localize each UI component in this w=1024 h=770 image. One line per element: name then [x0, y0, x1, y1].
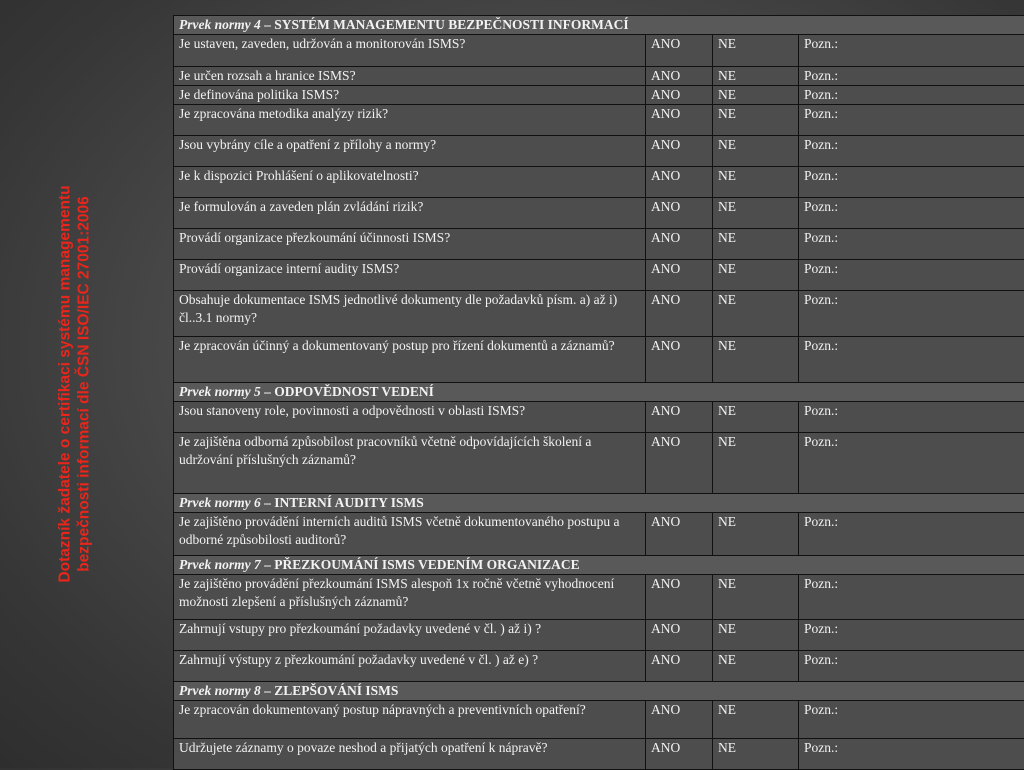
question-row [174, 575, 1024, 620]
question-text: Je definována politika ISMS? [174, 86, 646, 105]
question-text: Je ustaven, zaveden, udržován a monitorován ISMS? [174, 35, 646, 67]
question-row [174, 337, 1024, 383]
question-row [174, 86, 1024, 105]
question-row [174, 167, 1024, 198]
question-text: Udržujete záznamy o povaze neshod a přijatých opatření k nápravě? [174, 739, 646, 770]
answer-yes-option[interactable]: ANO [646, 167, 713, 198]
question-text: Je k dispozici Prohlášení o aplikovatelnosti? [174, 167, 646, 198]
answer-no-option[interactable]: NE [713, 620, 799, 651]
section-title: SYSTÉM MANAGEMENTU BEZPEČNOSTI INFORMACÍ [274, 17, 628, 32]
note-field[interactable]: Pozn.: [799, 651, 1024, 682]
question-text: Zahrnují vstupy pro přezkoumání požadavky uvedené v čl. ) až i) ? [174, 620, 646, 651]
answer-yes-option[interactable]: ANO [646, 701, 713, 739]
question-row [174, 291, 1024, 337]
question-row [174, 136, 1024, 167]
question-row [174, 67, 1024, 86]
question-text: Je zajištěno provádění interních auditů ISMS včetně dokumentovaného postupu a odborné způsobilosti auditorů? [174, 513, 646, 556]
section-title: PŘEZKOUMÁNÍ ISMS VEDENÍM ORGANIZACE [274, 557, 579, 572]
answer-yes-option[interactable]: ANO [646, 337, 713, 383]
section-header [174, 16, 1024, 35]
answer-no-option[interactable]: NE [713, 229, 799, 260]
section-prefix: Prvek normy 6 [179, 495, 261, 510]
section-prefix: Prvek normy 5 [179, 384, 261, 399]
answer-no-option[interactable]: NE [713, 513, 799, 556]
answer-no-option[interactable]: NE [713, 701, 799, 739]
note-field[interactable]: Pozn.: [799, 575, 1024, 620]
answer-no-option[interactable]: NE [713, 402, 799, 433]
question-text: Jsou vybrány cíle a opatření z přílohy a normy? [174, 136, 646, 167]
section-header [174, 682, 1024, 701]
note-field[interactable]: Pozn.: [799, 136, 1024, 167]
note-field[interactable]: Pozn.: [799, 35, 1024, 67]
note-field[interactable]: Pozn.: [799, 620, 1024, 651]
question-row [174, 402, 1024, 433]
answer-no-option[interactable]: NE [713, 260, 799, 291]
section-dash: – [261, 17, 275, 32]
question-text: Zahrnují výstupy z přezkoumání požadavky uvedené v čl. ) až e) ? [174, 651, 646, 682]
answer-no-option[interactable]: NE [713, 136, 799, 167]
section-header-row [174, 494, 1024, 513]
note-field[interactable]: Pozn.: [799, 513, 1024, 556]
note-field[interactable]: Pozn.: [799, 167, 1024, 198]
section-title: ODPOVĚDNOST VEDENÍ [274, 384, 434, 399]
answer-no-option[interactable]: NE [713, 167, 799, 198]
answer-yes-option[interactable]: ANO [646, 229, 713, 260]
answer-yes-option[interactable]: ANO [646, 739, 713, 770]
question-row [174, 198, 1024, 229]
answer-yes-option[interactable]: ANO [646, 86, 713, 105]
answer-yes-option[interactable]: ANO [646, 67, 713, 86]
note-field[interactable]: Pozn.: [799, 67, 1024, 86]
answer-no-option[interactable]: NE [713, 291, 799, 337]
answer-no-option[interactable]: NE [713, 105, 799, 136]
answer-no-option[interactable]: NE [713, 35, 799, 67]
answer-yes-option[interactable]: ANO [646, 513, 713, 556]
section-prefix: Prvek normy 7 [179, 557, 261, 572]
section-header-row [174, 16, 1024, 35]
answer-no-option[interactable]: NE [713, 67, 799, 86]
side-title-text [56, 185, 94, 582]
section-header [174, 383, 1024, 402]
question-text: Provádí organizace interní audity ISMS? [174, 260, 646, 291]
note-field[interactable]: Pozn.: [799, 86, 1024, 105]
section-title: ZLEPŠOVÁNÍ ISMS [274, 683, 398, 698]
answer-yes-option[interactable]: ANO [646, 620, 713, 651]
answer-no-option[interactable]: NE [713, 575, 799, 620]
answer-yes-option[interactable]: ANO [646, 402, 713, 433]
side-title-line-2: bezpečnosti informací dle ČSN ISO/IEC 27001:2006 [75, 185, 94, 582]
note-field[interactable]: Pozn.: [799, 229, 1024, 260]
answer-yes-option[interactable]: ANO [646, 105, 713, 136]
question-text: Je zpracován dokumentovaný postup nápravných a preventivních opatření? [174, 701, 646, 739]
checklist-table [173, 15, 1024, 770]
question-text: Jsou stanoveny role, povinnosti a odpovědnosti v oblasti ISMS? [174, 402, 646, 433]
section-prefix: Prvek normy 8 [179, 683, 261, 698]
note-field[interactable]: Pozn.: [799, 701, 1024, 739]
question-text: Je zajištěna odborná způsobilost pracovníků včetně odpovídajících školení a udržování příslušných záznamů? [174, 433, 646, 494]
answer-yes-option[interactable]: ANO [646, 260, 713, 291]
answer-yes-option[interactable]: ANO [646, 575, 713, 620]
question-row [174, 701, 1024, 739]
question-row [174, 513, 1024, 556]
note-field[interactable]: Pozn.: [799, 433, 1024, 494]
answer-no-option[interactable]: NE [713, 86, 799, 105]
answer-yes-option[interactable]: ANO [646, 35, 713, 67]
answer-no-option[interactable]: NE [713, 739, 799, 770]
note-field[interactable]: Pozn.: [799, 198, 1024, 229]
question-row [174, 35, 1024, 67]
question-row [174, 433, 1024, 494]
note-field[interactable]: Pozn.: [799, 260, 1024, 291]
question-text: Je zajištěno provádění přezkoumání ISMS alespoň 1x ročně včetně vyhodnocení možnosti zlepšení a příslušných záznamů? [174, 575, 646, 620]
question-text: Je formulován a zaveden plán zvládání rizik? [174, 198, 646, 229]
section-header-row [174, 383, 1024, 402]
answer-no-option[interactable]: NE [713, 198, 799, 229]
checklist-body [174, 16, 1024, 770]
section-title: INTERNÍ AUDITY ISMS [274, 495, 424, 510]
answer-yes-option[interactable]: ANO [646, 651, 713, 682]
answer-yes-option[interactable]: ANO [646, 136, 713, 167]
question-text: Je určen rozsah a hranice ISMS? [174, 67, 646, 86]
answer-yes-option[interactable]: ANO [646, 198, 713, 229]
question-text: Provádí organizace přezkoumání účinnosti ISMS? [174, 229, 646, 260]
note-field[interactable]: Pozn.: [799, 739, 1024, 770]
answer-no-option[interactable]: NE [713, 433, 799, 494]
answer-yes-option[interactable]: ANO [646, 433, 713, 494]
side-title [25, 0, 125, 768]
section-dash: – [261, 557, 275, 572]
question-text: Obsahuje dokumentace ISMS jednotlivé dokumenty dle požadavků písm. a) až i) čl..3.1 normy? [174, 291, 646, 337]
answer-yes-option[interactable]: ANO [646, 291, 713, 337]
question-row [174, 651, 1024, 682]
question-row [174, 105, 1024, 136]
answer-no-option[interactable]: NE [713, 651, 799, 682]
question-row [174, 739, 1024, 770]
question-text: Je zpracována metodika analýzy rizik? [174, 105, 646, 136]
question-text: Je zpracován účinný a dokumentovaný postup pro řízení dokumentů a záznamů? [174, 337, 646, 383]
question-row [174, 260, 1024, 291]
section-header-row [174, 682, 1024, 701]
note-field[interactable]: Pozn.: [799, 337, 1024, 383]
answer-no-option[interactable]: NE [713, 337, 799, 383]
note-field[interactable]: Pozn.: [799, 402, 1024, 433]
section-header [174, 494, 1024, 513]
section-dash: – [261, 683, 275, 698]
note-field[interactable]: Pozn.: [799, 291, 1024, 337]
side-title-line-1: Dotazník žadatele o certifikaci systému managementu [56, 185, 75, 582]
section-header [174, 556, 1024, 575]
section-header-row [174, 556, 1024, 575]
question-row [174, 620, 1024, 651]
note-field[interactable]: Pozn.: [799, 105, 1024, 136]
section-dash: – [261, 384, 275, 399]
section-prefix: Prvek normy 4 [179, 17, 261, 32]
section-dash: – [261, 495, 275, 510]
question-row [174, 229, 1024, 260]
